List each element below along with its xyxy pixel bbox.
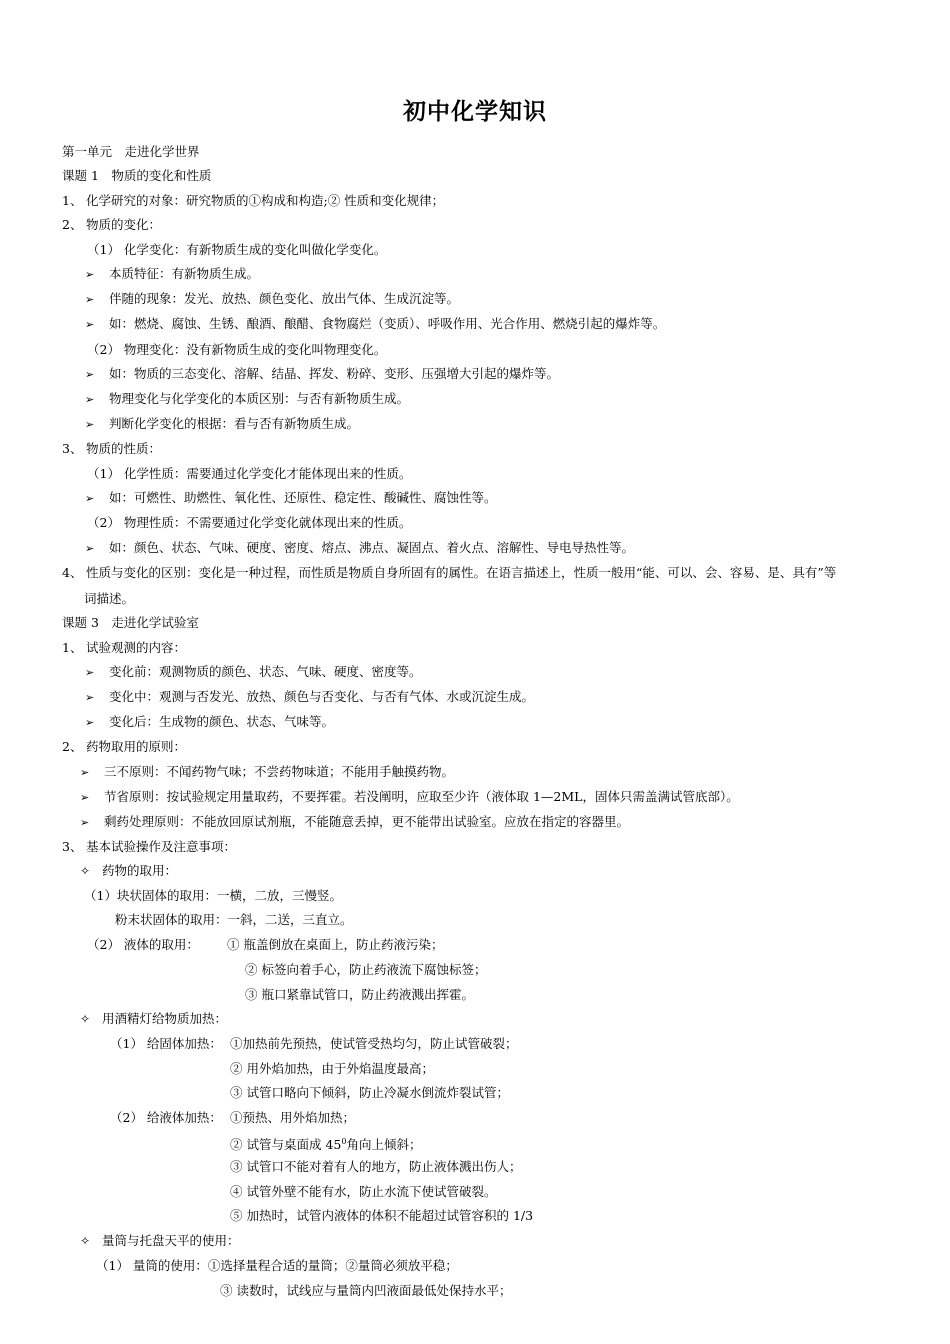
bullet-text: 三不原则：不闻药物气味；不尝药物味道；不能用手触摸药物。 (104, 764, 455, 779)
sub-item: ③ 试管口不能对着有人的地方，防止液体溅出伤人； (230, 1159, 522, 1174)
bullet-item (85, 316, 665, 333)
bullet-item (80, 789, 739, 806)
diamond-text: 用酒精灯给物质加热： (102, 1011, 228, 1026)
bullet-item (85, 714, 334, 731)
arrow-bullet-icon: ➢ (85, 293, 95, 306)
bullet-text: 如：可燃性、助燃性、氧化性、还原性、稳定性、酸碱性、腐蚀性等。 (109, 490, 497, 505)
bullet-item (85, 490, 497, 507)
sub-item-text: 角向上倾斜； (346, 1137, 422, 1153)
arrow-bullet-icon: ➢ (85, 691, 95, 704)
item-number: 1、 (62, 193, 83, 208)
diamond-bullet-icon: ✧ (80, 1012, 91, 1026)
arrow-bullet-icon: ➢ (85, 418, 95, 431)
degree-superscript: 0 (341, 1137, 347, 1146)
sub-item: （2） 物理变化：没有新物质生成的变化叫物理变化。 (87, 342, 387, 357)
bullet-text: 物理变化与化学变化的本质区别：与否有新物质生成。 (109, 391, 410, 406)
sub-item: ①加热前先预热，使试管受热均匀，防止试管破裂； (230, 1036, 518, 1051)
sub-item: （1）块状固体的取用：一横，二放，三慢竖。 (84, 888, 342, 903)
arrow-bullet-icon: ➢ (85, 268, 95, 281)
diamond-item (80, 1011, 227, 1027)
item-number: 2、 (62, 739, 83, 754)
bullet-text: 变化前：观测物质的颜色、状态、气味、硬度、密度等。 (109, 664, 422, 679)
sub-item-text: ② 试管与桌面成 45 (230, 1137, 342, 1153)
arrow-bullet-icon: ➢ (85, 492, 95, 505)
bullet-item (85, 291, 459, 308)
bullet-text: 剩药处理原则：不能放回原试剂瓶，不能随意丢掉，更不能带出试验室。应放在指定的容器里。 (104, 814, 630, 829)
bullet-item (85, 416, 359, 433)
numbered-item (62, 193, 444, 209)
diamond-text: 量筒与托盘天平的使用： (102, 1233, 240, 1248)
numbered-item (62, 217, 161, 233)
item-text: 性质与变化的区别：变化是一种过程，而性质是物质自身所固有的属性。在语言描述上，性质一般用“能、可以、会、容易、是、具有”等 (86, 565, 837, 580)
page-title: 初中化学知识 (403, 98, 547, 125)
arrow-bullet-icon: ➢ (85, 318, 95, 331)
item-text: 物质的性质： (86, 441, 162, 456)
item-number: 3、 (62, 839, 83, 854)
lesson-heading: 课题 3 走进化学试验室 (62, 615, 199, 630)
bullet-text: 伴随的现象：发光、放热、颜色变化、放出气体、生成沉淀等。 (109, 291, 460, 306)
sub-item: （1） 给固体加热： (110, 1036, 222, 1051)
item-text: 药物取用的原则： (86, 739, 187, 754)
numbered-item (62, 565, 836, 581)
sub-item: ① 瓶盖倒放在桌面上，防止药液污染； (227, 937, 444, 952)
sub-item: ③ 试管口略向下倾斜，防止冷凝水倒流炸裂试管； (230, 1085, 509, 1100)
arrow-bullet-icon: ➢ (85, 368, 95, 381)
bullet-item (85, 689, 534, 706)
sub-item (230, 1134, 421, 1153)
arrow-bullet-icon: ➢ (85, 393, 95, 406)
arrow-bullet-icon: ➢ (85, 542, 95, 555)
bullet-item (80, 764, 454, 781)
arrow-bullet-icon: ➢ (80, 816, 90, 829)
arrow-bullet-icon: ➢ (85, 666, 95, 679)
bullet-text: 如：颜色、状态、气味、硬度、密度、熔点、沸点、凝固点、着火点、溶解性、导电导热性等。 (109, 540, 635, 555)
sub-item: （1） 量筒的使用：①选择量程合适的量筒；②量筒必须放平稳； (96, 1258, 458, 1273)
sub-item: 粉末状固体的取用：一斜，二送，三直立。 (115, 912, 353, 927)
item-number: 1、 (62, 640, 83, 655)
diamond-bullet-icon: ✧ (80, 1234, 91, 1248)
sub-item: ④ 试管外壁不能有水，防止水流下使试管破裂。 (230, 1184, 497, 1199)
diamond-text: 药物的取用： (102, 863, 178, 878)
sub-item: （2） 液体的取用： (87, 937, 199, 952)
bullet-item (80, 814, 629, 831)
bullet-text: 判断化学变化的根据：看与否有新物质生成。 (109, 416, 360, 431)
lesson-heading: 课题 1 物质的变化和性质 (62, 168, 212, 183)
bullet-text: 变化后：生成物的颜色、状态、气味等。 (109, 714, 335, 729)
arrow-bullet-icon: ➢ (80, 791, 90, 804)
numbered-item (62, 739, 186, 755)
numbered-item (62, 441, 161, 457)
item-continuation: 词描述。 (84, 591, 135, 606)
bullet-text: 本质特征：有新物质生成。 (109, 266, 260, 281)
item-number: 4、 (62, 565, 83, 580)
unit-heading: 第一单元 走进化学世界 (62, 144, 200, 159)
item-text: 试验观测的内容： (86, 640, 187, 655)
item-number: 3、 (62, 441, 83, 456)
bullet-text: 变化中：观测与否发光、放热、颜色与否变化、与否有气体、水或沉淀生成。 (109, 689, 535, 704)
sub-item: ⑤ 加热时，试管内液体的体积不能超过试管容积的 1/3 (230, 1208, 534, 1223)
item-number: 2、 (62, 217, 83, 232)
arrow-bullet-icon: ➢ (85, 716, 95, 729)
bullet-text: 如：物质的三态变化、溶解、结晶、挥发、粉碎、变形、压强增大引起的爆炸等。 (109, 366, 560, 381)
sub-item: （1） 化学变化：有新物质生成的变化叫做化学变化。 (87, 242, 387, 257)
sub-item: ③ 读数时，试线应与量筒内凹液面最低处保持水平； (220, 1283, 512, 1298)
bullet-item (85, 391, 409, 408)
sub-item: （2） 物理性质：不需要通过化学变化就体现出来的性质。 (87, 515, 412, 530)
sub-item: ② 用外焰加热，由于外焰温度最高； (230, 1061, 434, 1076)
bullet-item (85, 540, 634, 557)
numbered-item (62, 839, 236, 855)
sub-item: （1） 化学性质：需要通过化学变化才能体现出来的性质。 (87, 466, 412, 481)
item-text: 物质的变化： (86, 217, 162, 232)
sub-item: ①预热、用外焰加热； (230, 1110, 356, 1125)
bullet-text: 如：燃烧、腐蚀、生锈、酿酒、酿醋、食物腐烂（变质）、呼吸作用、光合作用、燃烧引起的爆炸等。 (109, 316, 666, 331)
sub-item: ② 标签向着手心，防止药液流下腐蚀标签； (245, 962, 487, 977)
item-text: 基本试验操作及注意事项： (86, 839, 237, 854)
arrow-bullet-icon: ➢ (80, 766, 90, 779)
numbered-item (62, 640, 186, 656)
diamond-item (80, 863, 177, 879)
bullet-item (85, 366, 559, 383)
diamond-item (80, 1233, 240, 1249)
diamond-bullet-icon: ✧ (80, 864, 91, 878)
bullet-text: 节省原则：按试验规定用量取药，不要挥霍。若没阐明，应取至少许（液体取 1—2ML，固体只需盖满试管底部）。 (104, 789, 739, 804)
sub-item: ③ 瓶口紧靠试管口，防止药液溅出挥霍。 (245, 987, 474, 1002)
sub-item: （2） 给液体加热： (110, 1110, 222, 1125)
item-text: 化学研究的对象：研究物质的①构成和构造;② 性质和变化规律； (86, 193, 445, 208)
bullet-item (85, 664, 422, 681)
bullet-item (85, 266, 259, 283)
